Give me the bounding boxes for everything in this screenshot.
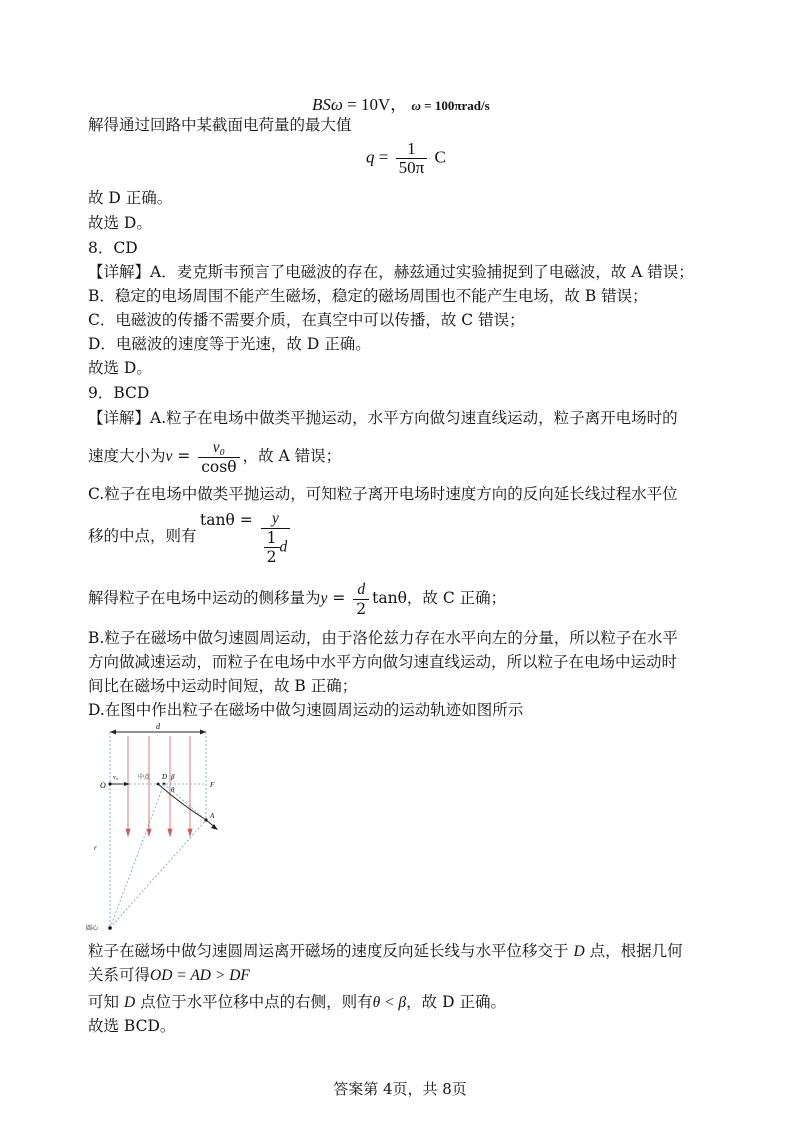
svg-text:D: D <box>162 773 168 781</box>
electric-field-lines <box>126 736 192 836</box>
label-d: d <box>156 722 160 731</box>
text-line: C．电磁波的传播不需要介质，在真空中可以传播，故 C 错误； <box>88 311 525 329</box>
text-line-d: 粒子在磁场中做匀速圆周运离开磁场的速度反向延长线与水平位移交于 D 点，根据几何 <box>88 942 683 960</box>
text-line: C.粒子在电场中做类平抛运动，可知粒子离开电场时速度方向的反向延长线过程水平位 <box>88 485 678 503</box>
text-line: 故选 D。 <box>88 359 152 377</box>
text-line: D．电磁波的速度等于光速，故 D 正确。 <box>88 335 371 353</box>
arrow-right-icon <box>124 782 130 786</box>
svg-text:圆心: 圆心 <box>86 925 99 932</box>
trajectory-curve <box>158 784 206 820</box>
text-line: D.在图中作出粒子在磁场中做匀速圆周运动的运动轨迹如图所示 <box>88 701 524 719</box>
radius-line <box>110 820 206 928</box>
circle-center <box>108 926 112 930</box>
text-line: 解得通过回路中某截面电荷量的最大值 <box>88 116 352 134</box>
text-line: 故 D 正确。 <box>88 189 173 207</box>
text-line: B.粒子在磁场中做匀速圆周运动，由于洛伦兹力存在水平向左的分量，所以粒子在水平 <box>88 629 678 647</box>
text-line: 间比在磁场中运动时间短，故 B 正确； <box>88 677 358 695</box>
motion-trajectory-diagram <box>86 722 226 936</box>
svg-text:r: r <box>94 844 97 852</box>
text-line: B．稳定的电场周围不能产生磁场，稳定的磁场周围也不能产生电场，故 B 错误； <box>88 287 648 305</box>
arrow-right-icon <box>200 730 206 735</box>
radius-line <box>110 784 164 928</box>
text-line: 故选 D。 <box>88 214 152 232</box>
text-line: 方向做减速运动，而粒子在电场中水平方向做匀速直线运动，所以粒子在电场中运动时 <box>88 653 678 671</box>
text-line-velocity: 速度大小为v = $\frac{\text{v₀}}{\cos\theta}$ ，故 A 错误； <box>88 438 342 476</box>
text-line-od: 关系可得OD = AD > DF <box>88 966 250 984</box>
text-line-offset: 解得粒子在电场中运动的侧移量为y = $\frac{d}{2}$ tanθ，故 C 正确； <box>88 580 507 618</box>
question-9-answer: 9．BCD <box>88 384 150 402</box>
equation-q: q = $\frac{1}{50\pi}$ C <box>366 139 446 177</box>
text-line: 【详解】A．麦克斯韦预言了电磁波的存在，赫兹通过实验捕捉到了电磁波，故 A 错误； <box>88 263 694 281</box>
page-footer: 答案第 4页，共 8页 <box>333 1080 467 1098</box>
point-o <box>108 782 111 785</box>
svg-text:O: O <box>100 781 106 790</box>
svg-text:A: A <box>210 812 215 820</box>
arrow-left-icon <box>110 730 116 735</box>
text-line-conclusion: 可知 D 点位于水平位移中点的右侧，则有θ < β，故 D 正确。 <box>88 993 506 1011</box>
svg-text:中点: 中点 <box>138 774 151 781</box>
question-8-answer: 8．CD <box>88 239 138 257</box>
svg-text:v₀: v₀ <box>113 775 119 781</box>
text-line: 故选 BCD。 <box>88 1017 176 1035</box>
svg-text:θ: θ <box>171 786 175 794</box>
text-line: 【详解】A.粒子在电场中做类平抛运动，水平方向做匀速直线运动，粒子离开电场时的 <box>88 409 678 427</box>
equation-bs-omega: BSω = 10V， ω = 100πrad/s <box>312 95 490 114</box>
svg-text:β: β <box>171 773 175 781</box>
svg-text:F: F <box>210 781 215 789</box>
